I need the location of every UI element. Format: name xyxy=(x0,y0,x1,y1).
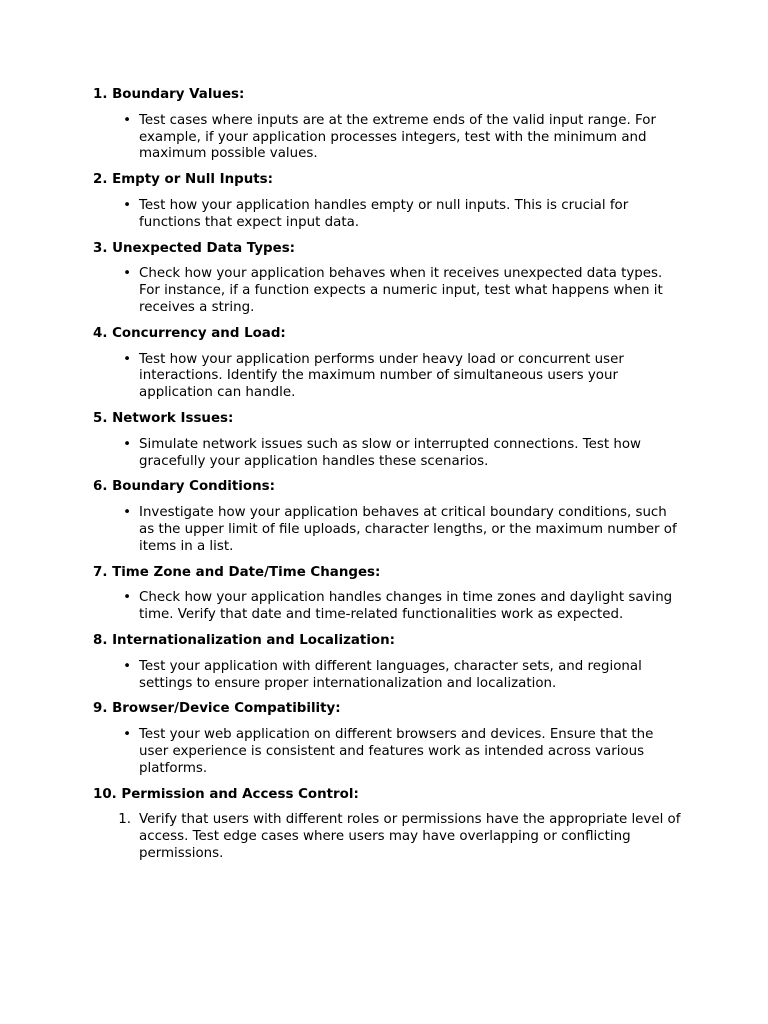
numbered-list xyxy=(93,812,683,862)
list-item xyxy=(93,505,683,555)
bullet-list xyxy=(93,727,683,777)
section xyxy=(93,787,683,863)
list-item xyxy=(93,437,683,471)
list-item xyxy=(93,113,683,163)
bullet-list xyxy=(93,659,683,693)
list-item xyxy=(93,590,683,624)
bullet-marker: • xyxy=(123,197,131,213)
section-heading: 3. Unexpected Data Types: xyxy=(93,240,296,256)
bullet-marker: • xyxy=(123,727,131,743)
list-item-text: Test how your application handles empty or null inputs. This is crucial for functions that expect input data. xyxy=(139,197,629,230)
section-list xyxy=(93,87,683,872)
list-item-text: Test your application with different languages, character sets, and regional settings to ensure proper internationalization and localization. xyxy=(139,658,642,691)
list-item xyxy=(93,727,683,777)
bullet-list xyxy=(93,198,683,232)
list-item-text: Check how your application behaves when it receives unexpected data types. For instance, if a function expects a numeric input, test what happens when it receives a string. xyxy=(139,266,663,315)
list-item xyxy=(93,198,683,232)
section xyxy=(93,172,683,231)
section xyxy=(93,87,683,163)
section xyxy=(93,326,683,402)
section xyxy=(93,633,683,692)
bullet-list xyxy=(93,590,683,624)
list-item xyxy=(93,812,683,862)
section-heading: 6. Boundary Conditions: xyxy=(93,479,275,495)
bullet-list xyxy=(93,266,683,316)
section-heading: 8. Internationalization and Localization: xyxy=(93,632,396,648)
bullet-marker: • xyxy=(123,590,131,606)
section-heading: 2. Empty or Null Inputs: xyxy=(93,172,273,188)
bullet-marker: • xyxy=(123,112,131,128)
list-item-text: Simulate network issues such as slow or interrupted connections. Test how gracefully your application handles these scenarios. xyxy=(139,436,641,469)
section xyxy=(93,565,683,624)
section-heading: 10. Permission and Access Control: xyxy=(93,786,359,802)
section-heading: 1. Boundary Values: xyxy=(93,87,245,102)
list-item-text: Test your web application on different browsers and devices. Ensure that the user experience is consistent and features work as intended across various platforms. xyxy=(139,727,654,776)
bullet-marker: • xyxy=(123,351,131,367)
list-item-text: Test how your application performs under heavy load or concurrent user interactions. Identify the maximum number of simultaneous users your application can handle. xyxy=(139,351,624,401)
list-item-text: Investigate how your application behaves at critical boundary conditions, such as the upper limit of file uploads, character lengths, or the maximum number of items in a list. xyxy=(139,505,677,554)
list-item xyxy=(93,266,683,316)
section xyxy=(93,411,683,470)
section-heading: 9. Browser/Device Compatibility: xyxy=(93,701,341,717)
list-item-text: Check how your application handles changes in time zones and daylight saving time. Verify that date and time-related functionalities work as expected. xyxy=(139,590,673,623)
list-item-text: Test cases where inputs are at the extreme ends of the valid input range. For example, if your application processes integers, test with the minimum and maximum possible values. xyxy=(139,112,656,162)
bullet-marker: • xyxy=(123,436,131,452)
section-heading: 7. Time Zone and Date/Time Changes: xyxy=(93,564,381,580)
list-item-text: Verify that users with different roles or permissions have the appropriate level of access. Test edge cases where users may have overlapping or conflicting permissions. xyxy=(139,812,681,861)
bullet-list xyxy=(93,505,683,555)
bullet-list xyxy=(93,352,683,402)
bullet-marker: • xyxy=(123,266,131,282)
bullet-marker: • xyxy=(123,658,131,674)
section-heading: 5. Network Issues: xyxy=(93,410,234,426)
section xyxy=(93,241,683,317)
list-item xyxy=(93,659,683,693)
number-marker: 1. xyxy=(118,812,131,828)
bullet-marker: • xyxy=(123,505,131,521)
list-item xyxy=(93,352,683,402)
bullet-list xyxy=(93,113,683,163)
section xyxy=(93,701,683,777)
section-heading: 4. Concurrency and Load: xyxy=(93,325,286,341)
section xyxy=(93,479,683,555)
bullet-list xyxy=(93,437,683,471)
